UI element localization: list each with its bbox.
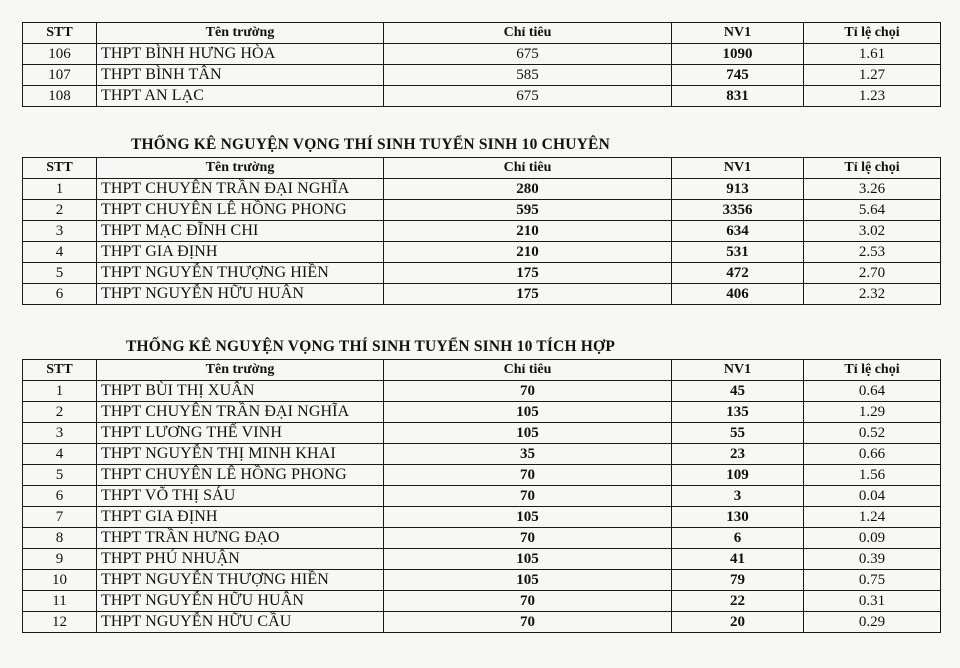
cell-stt: 106 (23, 44, 97, 65)
table-row (23, 444, 941, 465)
cell-ratio: 1.23 (804, 86, 941, 107)
cell-nv1: 23 (672, 444, 804, 465)
cell-school-name: THPT CHUYÊN TRẦN ĐẠI NGHĨA (97, 402, 384, 423)
table-row (23, 465, 941, 486)
cell-nv1: 79 (672, 570, 804, 591)
cell-stt: 11 (23, 591, 97, 612)
cell-nv1: 1090 (672, 44, 804, 65)
header-nv1: NV1 (672, 158, 804, 179)
header-ratio: Tỉ lệ chọi (804, 23, 941, 44)
table-row (23, 423, 941, 444)
cell-stt: 4 (23, 242, 97, 263)
table-row (23, 528, 941, 549)
cell-quota: 70 (384, 591, 672, 612)
cell-ratio: 1.56 (804, 465, 941, 486)
table-row (23, 263, 941, 284)
cell-stt: 107 (23, 65, 97, 86)
cell-ratio: 0.29 (804, 612, 941, 633)
header-nv1: NV1 (672, 23, 804, 44)
cell-ratio: 1.24 (804, 507, 941, 528)
table-header-row (23, 23, 941, 44)
cell-stt: 10 (23, 570, 97, 591)
cell-school-name: THPT NGUYỄN THƯỢNG HIỀN (97, 570, 384, 591)
header-stt: STT (23, 23, 97, 44)
cell-nv1: 406 (672, 284, 804, 305)
table-header-row (23, 158, 941, 179)
cell-quota: 105 (384, 402, 672, 423)
header-nv1: NV1 (672, 360, 804, 381)
cell-stt: 1 (23, 179, 97, 200)
table-row (23, 591, 941, 612)
header-quota: Chỉ tiêu (384, 360, 672, 381)
table-row (23, 200, 941, 221)
cell-ratio: 3.02 (804, 221, 941, 242)
cell-quota: 175 (384, 263, 672, 284)
cell-quota: 175 (384, 284, 672, 305)
cell-quota: 70 (384, 465, 672, 486)
cell-stt: 1 (23, 381, 97, 402)
table-row (23, 612, 941, 633)
specialized-schools-table (22, 157, 941, 305)
cell-ratio: 3.26 (804, 179, 941, 200)
cell-quota: 210 (384, 242, 672, 263)
cell-quota: 70 (384, 612, 672, 633)
cell-school-name: THPT NGUYỄN HỮU HUÂN (97, 591, 384, 612)
cell-stt: 2 (23, 402, 97, 423)
header-ratio: Tỉ lệ chọi (804, 158, 941, 179)
header-quota: Chỉ tiêu (384, 158, 672, 179)
cell-school-name: THPT NGUYỄN HỮU HUÂN (97, 284, 384, 305)
header-stt: STT (23, 360, 97, 381)
table-row (23, 221, 941, 242)
cell-ratio: 0.09 (804, 528, 941, 549)
cell-ratio: 2.70 (804, 263, 941, 284)
header-school-name: Tên trường (97, 360, 384, 381)
cell-nv1: 831 (672, 86, 804, 107)
cell-school-name: THPT CHUYÊN TRẦN ĐẠI NGHĨA (97, 179, 384, 200)
cell-school-name: THPT NGUYỄN HỮU CẦU (97, 612, 384, 633)
cell-ratio: 0.31 (804, 591, 941, 612)
cell-ratio: 0.04 (804, 486, 941, 507)
cell-nv1: 109 (672, 465, 804, 486)
cell-nv1: 22 (672, 591, 804, 612)
cell-ratio: 2.53 (804, 242, 941, 263)
cell-ratio: 5.64 (804, 200, 941, 221)
cell-stt: 4 (23, 444, 97, 465)
cell-nv1: 45 (672, 381, 804, 402)
table-row (23, 507, 941, 528)
cell-quota: 70 (384, 381, 672, 402)
cell-school-name: THPT CHUYÊN LÊ HỒNG PHONG (97, 465, 384, 486)
cell-school-name: THPT BÌNH HƯNG HÒA (97, 44, 384, 65)
table-row (23, 549, 941, 570)
cell-school-name: THPT NGUYỄN THƯỢNG HIỀN (97, 263, 384, 284)
cell-school-name: THPT NGUYỄN THỊ MINH KHAI (97, 444, 384, 465)
regular-schools-table (22, 22, 941, 107)
cell-stt: 3 (23, 423, 97, 444)
table-row (23, 65, 941, 86)
section-title-integrated: THỐNG KÊ NGUYỆN VỌNG THÍ SINH TUYỂN SINH 10 TÍCH HỢP (126, 338, 615, 355)
cell-nv1: 531 (672, 242, 804, 263)
cell-nv1: 55 (672, 423, 804, 444)
cell-stt: 3 (23, 221, 97, 242)
header-ratio: Tỉ lệ chọi (804, 360, 941, 381)
cell-nv1: 41 (672, 549, 804, 570)
cell-stt: 6 (23, 284, 97, 305)
table-row (23, 402, 941, 423)
cell-school-name: THPT TRẦN HƯNG ĐẠO (97, 528, 384, 549)
cell-stt: 6 (23, 486, 97, 507)
cell-ratio: 0.64 (804, 381, 941, 402)
cell-nv1: 135 (672, 402, 804, 423)
table-row (23, 242, 941, 263)
header-school-name: Tên trường (97, 23, 384, 44)
header-school-name: Tên trường (97, 158, 384, 179)
table-row (23, 179, 941, 200)
cell-quota: 585 (384, 65, 672, 86)
cell-nv1: 3356 (672, 200, 804, 221)
section-title-specialized: THỐNG KÊ NGUYỆN VỌNG THÍ SINH TUYỂN SINH 10 CHUYÊN (131, 136, 610, 153)
cell-quota: 675 (384, 44, 672, 65)
cell-school-name: THPT LƯƠNG THẾ VINH (97, 423, 384, 444)
cell-nv1: 634 (672, 221, 804, 242)
cell-school-name: THPT PHÚ NHUẬN (97, 549, 384, 570)
cell-stt: 8 (23, 528, 97, 549)
cell-school-name: THPT CHUYÊN LÊ HỒNG PHONG (97, 200, 384, 221)
table-row (23, 44, 941, 65)
cell-ratio: 0.75 (804, 570, 941, 591)
table-row (23, 86, 941, 107)
cell-nv1: 472 (672, 263, 804, 284)
cell-quota: 280 (384, 179, 672, 200)
cell-nv1: 913 (672, 179, 804, 200)
cell-ratio: 1.61 (804, 44, 941, 65)
cell-nv1: 745 (672, 65, 804, 86)
cell-ratio: 0.66 (804, 444, 941, 465)
table-row (23, 570, 941, 591)
cell-stt: 12 (23, 612, 97, 633)
cell-stt: 5 (23, 465, 97, 486)
cell-quota: 70 (384, 528, 672, 549)
cell-stt: 108 (23, 86, 97, 107)
cell-quota: 105 (384, 423, 672, 444)
cell-stt: 5 (23, 263, 97, 284)
cell-ratio: 0.52 (804, 423, 941, 444)
cell-quota: 70 (384, 486, 672, 507)
cell-quota: 35 (384, 444, 672, 465)
cell-school-name: THPT VÕ THỊ SÁU (97, 486, 384, 507)
cell-nv1: 3 (672, 486, 804, 507)
table-row (23, 284, 941, 305)
table-row (23, 486, 941, 507)
cell-ratio: 2.32 (804, 284, 941, 305)
cell-nv1: 6 (672, 528, 804, 549)
cell-quota: 210 (384, 221, 672, 242)
cell-school-name: THPT BÌNH TÂN (97, 65, 384, 86)
cell-school-name: THPT AN LẠC (97, 86, 384, 107)
cell-quota: 595 (384, 200, 672, 221)
cell-nv1: 130 (672, 507, 804, 528)
cell-nv1: 20 (672, 612, 804, 633)
cell-ratio: 0.39 (804, 549, 941, 570)
cell-quota: 675 (384, 86, 672, 107)
cell-quota: 105 (384, 507, 672, 528)
cell-ratio: 1.29 (804, 402, 941, 423)
cell-stt: 9 (23, 549, 97, 570)
cell-school-name: THPT GIA ĐỊNH (97, 507, 384, 528)
cell-school-name: THPT MẠC ĐĨNH CHI (97, 221, 384, 242)
cell-quota: 105 (384, 570, 672, 591)
cell-quota: 105 (384, 549, 672, 570)
cell-school-name: THPT BÙI THỊ XUÂN (97, 381, 384, 402)
header-stt: STT (23, 158, 97, 179)
cell-stt: 2 (23, 200, 97, 221)
cell-stt: 7 (23, 507, 97, 528)
cell-ratio: 1.27 (804, 65, 941, 86)
table-row (23, 381, 941, 402)
cell-school-name: THPT GIA ĐỊNH (97, 242, 384, 263)
integrated-schools-table (22, 359, 941, 633)
table-header-row (23, 360, 941, 381)
header-quota: Chỉ tiêu (384, 23, 672, 44)
